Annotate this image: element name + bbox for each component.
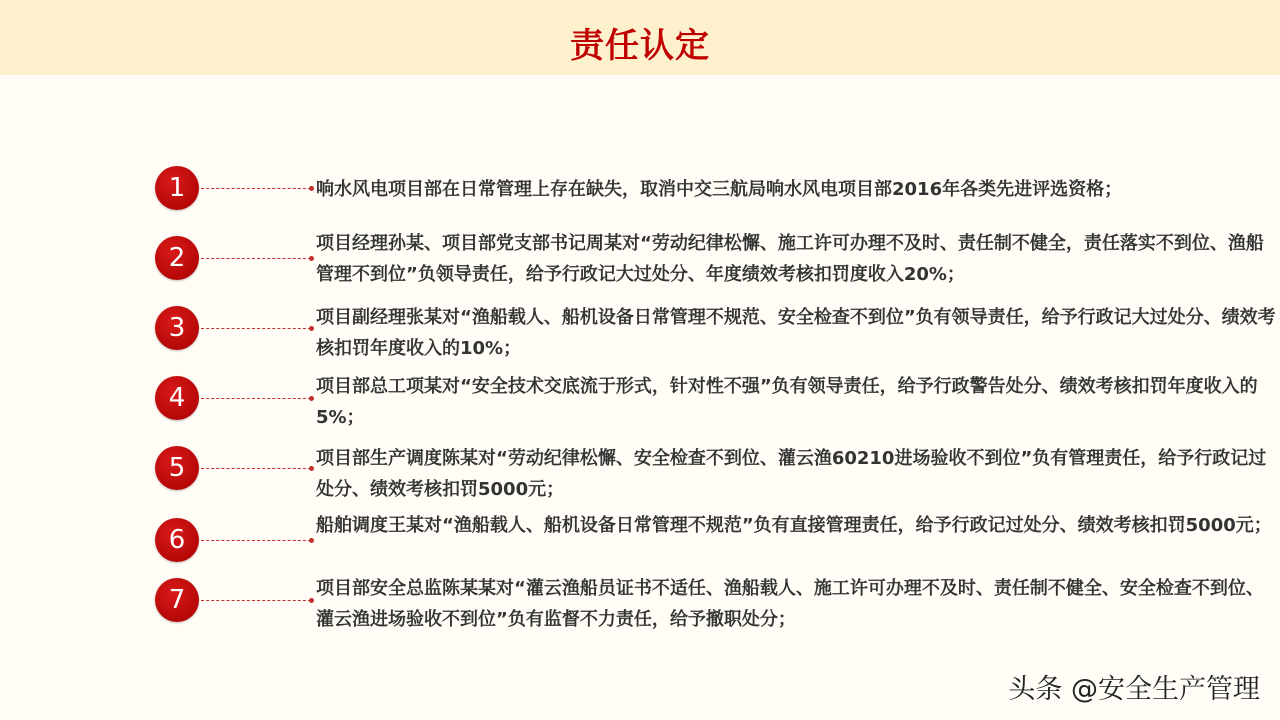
number-badge: 3 <box>155 306 199 350</box>
connector-dot <box>309 326 314 331</box>
dashed-connector <box>201 468 311 469</box>
dashed-connector <box>201 188 311 189</box>
connector-dot <box>309 186 314 191</box>
item-text: 项目部总工项某对“安全技术交底流于形式，针对性不强”负有领导责任，给予行政警告处分、绩效考核扣罚年度收入的5%； <box>316 376 1258 428</box>
item-text: 项目副经理张某对“渔船载人、船机设备日常管理不规范、安全检查不到位”负有领导责任，给予行政记大过处分、绩效考核扣罚年度收入的10%； <box>316 307 1276 359</box>
number-badge: 4 <box>155 376 199 420</box>
dashed-connector <box>201 398 311 399</box>
number-badge: 6 <box>155 518 199 562</box>
number-badge: 1 <box>155 166 199 210</box>
connector-dot <box>309 598 314 603</box>
dashed-connector <box>201 540 311 541</box>
item-text: 响水风电项目部在日常管理上存在缺失，取消中交三航局响水风电项目部2016年各类先进评选资格； <box>316 179 1123 200</box>
number-badge: 7 <box>155 578 199 622</box>
connector-dot <box>309 396 314 401</box>
item-text: 船舶调度王某对“渔船载人、船机设备日常管理不规范”负有直接管理责任，给予行政记过处分、绩效考核扣罚5000元； <box>316 515 1272 536</box>
dashed-connector <box>201 258 311 259</box>
connector-dot <box>309 466 314 471</box>
dashed-connector <box>201 328 311 329</box>
number-badge: 5 <box>155 446 199 490</box>
connector-dot <box>309 256 314 261</box>
item-text: 项目部生产调度陈某对“劳动纪律松懈、安全检查不到位、灌云渔60210进场验收不到位”负有管理责任，给予行政记过处分、绩效考核扣罚5000元； <box>316 448 1267 500</box>
item-text: 项目经理孙某、项目部党支部书记周某对“劳动纪律松懈、施工许可办理不及时、责任制不健全，责任落实不到位、渔船管理不到位”负领导责任，给予行政记大过处分、年度绩效考核扣罚度收入20%； <box>316 233 1264 285</box>
item-text: 项目部安全总监陈某某对“灌云渔船员证书不适任、渔船载人、施工许可办理不及时、责任制不健全、安全检查不到位、灌云渔进场验收不到位”负有监督不力责任，给予撤职处分； <box>316 578 1264 630</box>
dashed-connector <box>201 600 311 601</box>
watermark: 头条 @安全生产管理 <box>1008 674 1260 705</box>
page-title: 责任认定 <box>570 26 710 66</box>
number-badge: 2 <box>155 236 199 280</box>
connector-dot <box>309 538 314 543</box>
